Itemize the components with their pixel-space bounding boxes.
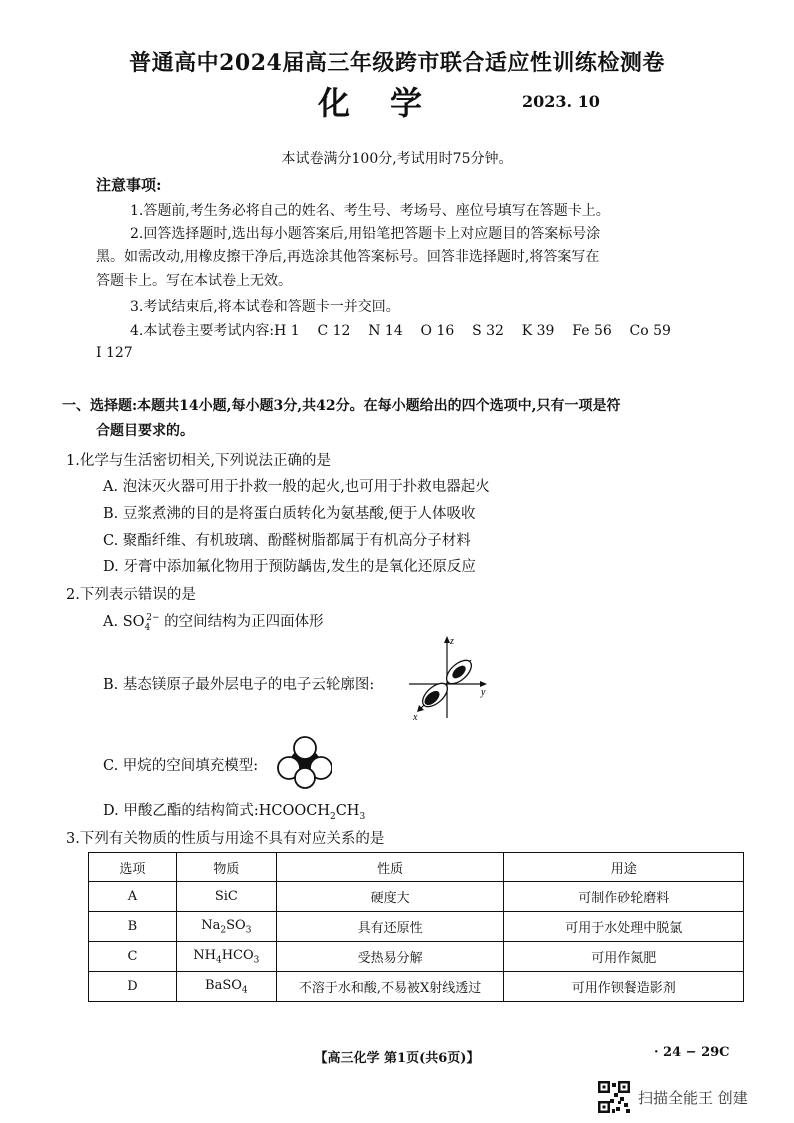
- question-1-option-d: D. 牙膏中添加氟化物用于预防龋齿,发生的是氧化还原反应: [103, 559, 476, 575]
- col-header-substance: 物质: [176, 853, 276, 882]
- cell-substance: BaSO$_4$: [176, 972, 276, 1002]
- cell-property: 不溶于水和酸,不易被X射线透过: [276, 972, 504, 1002]
- qr-code-icon: [598, 1081, 630, 1113]
- section-heading: 一、选择题:本题共14小题,每小题3分,共42分。在每小题给出的四个选项中,只有一项是符: [62, 398, 621, 414]
- notice-line: 3.考试结束后,将本试卷和答题卡一并交回。: [130, 299, 400, 315]
- axis-y-label: y: [481, 687, 486, 698]
- page-footer: 【高三化学 第1页(共6页)】: [314, 1051, 480, 1066]
- exam-date: 2023. 10: [522, 92, 600, 111]
- notice-line: 黑。如需改动,用橡皮擦干净后,再选涂其他答案标号。回答非选择题时,将答案写在: [96, 249, 600, 265]
- question-1-option-b: B. 豆浆煮沸的目的是将蛋白质转化为氨基酸,便于人体吸收: [103, 506, 476, 522]
- cell-substance: $Na_2SO_3$: [176, 912, 276, 942]
- cell-option: A: [89, 882, 177, 912]
- properties-table: [88, 852, 744, 1002]
- scanner-watermark: [598, 1081, 748, 1113]
- subject-title: 化学: [318, 84, 463, 122]
- table-header-row: [89, 853, 744, 882]
- cell-option: C: [89, 942, 177, 972]
- cell-use: 可制作砂轮磨料: [504, 882, 744, 912]
- axis-z-label: z: [450, 636, 454, 647]
- exam-code: · 24 − 29C: [654, 1045, 730, 1060]
- notice-line: 4.本试卷主要考试内容:H 1 C 12 N 14 O 16 S 32 K 39 Fe 56 Co 59: [130, 323, 671, 339]
- methane-model-diagram: [276, 736, 332, 790]
- question-2-option-b: B. 基态镁原子最外层电子的电子云轮廓图:: [103, 677, 375, 693]
- question-3-stem: 3.下列有关物质的性质与用途不具有对应关系的是: [66, 831, 385, 847]
- cell-substance: $NH_4HCO_3$: [176, 942, 276, 972]
- table-row: [89, 912, 744, 942]
- question-1-stem: 1.化学与生活密切相关,下列说法正确的是: [66, 453, 331, 469]
- cell-use: 可用于水处理中脱氯: [504, 912, 744, 942]
- section-heading-cont: 合题目要求的。: [96, 423, 194, 439]
- question-1-option-c: C. 聚酯纤维、有机玻璃、酚醛树脂都属于有机高分子材料: [103, 533, 471, 549]
- col-header-property: 性质: [276, 853, 504, 882]
- cell-use: 可用作氮肥: [504, 942, 744, 972]
- question-1-option-a: A. 泡沫灭火器可用于扑救一般的起火,也可用于扑救电器起火: [103, 479, 490, 495]
- scanner-label: 扫描全能王 创建: [638, 1088, 748, 1107]
- cell-substance: SiC: [176, 882, 276, 912]
- table-row: [89, 942, 744, 972]
- full-score-note: 本试卷满分100分,考试用时75分钟。: [281, 151, 513, 167]
- cell-option: B: [89, 912, 177, 942]
- question-2-option-a: A. $SO_4^{2-}$ 的空间结构为正四面体形: [103, 613, 324, 633]
- question-2-stem: 2.下列表示错误的是: [66, 587, 196, 603]
- col-header-use: 用途: [504, 853, 744, 882]
- cell-property: 受热易分解: [276, 942, 504, 972]
- exam-title: 普通高中2024届高三年级跨市联合适应性训练检测卷: [129, 50, 665, 76]
- cell-property: 具有还原性: [276, 912, 504, 942]
- table-row: [89, 972, 744, 1002]
- question-2-option-d: D. 甲酸乙酯的结构简式$:HCOOCH_2CH_3$: [103, 803, 366, 822]
- axis-x-label: x: [413, 712, 418, 722]
- question-2-option-c: C. 甲烷的空间填充模型:: [103, 758, 259, 774]
- col-header-option: 选项: [89, 853, 177, 882]
- cell-use: 可用作钡餐造影剂: [504, 972, 744, 1002]
- table-row: [89, 882, 744, 912]
- cell-option: D: [89, 972, 177, 1002]
- notice-line: 1.答题前,考生务必将自己的姓名、考生号、考场号、座位号填写在答题卡上。: [130, 203, 610, 219]
- notice-line: I 127: [96, 345, 133, 361]
- notice-heading: 注意事项:: [96, 176, 162, 194]
- notice-line: 2.回答选择题时,选出每小题答案后,用铅笔把答题卡上对应题目的答案标号涂: [130, 226, 601, 242]
- p-orbital-diagram: [405, 632, 495, 722]
- notice-line: 答题卡上。写在本试卷上无效。: [96, 273, 292, 289]
- cell-property: 硬度大: [276, 882, 504, 912]
